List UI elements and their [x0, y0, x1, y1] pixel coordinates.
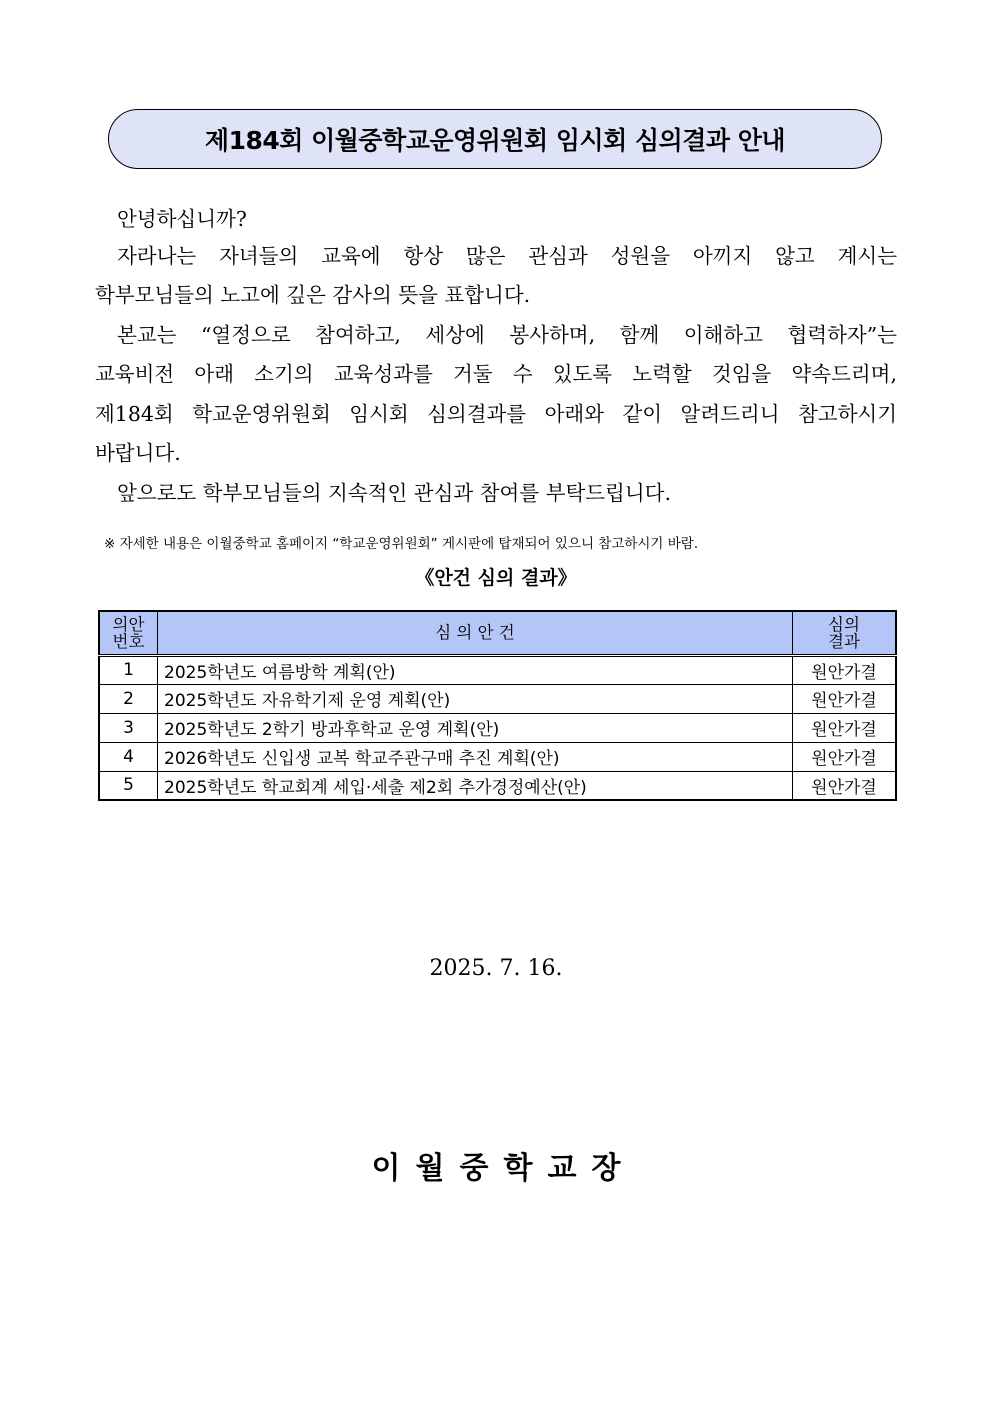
row-agenda: 2025학년도 여름방학 계획(안) — [158, 655, 793, 684]
row-result: 원안가결 — [793, 684, 897, 713]
table-row — [99, 684, 896, 713]
section-title: 《안건 심의 결과》 — [415, 567, 577, 589]
agenda-results-table — [98, 610, 897, 801]
document-title-text: 제184회 이월중학교운영위원회 임시회 심의결과 안내 — [204, 126, 786, 155]
header-result: 심의 결과 — [793, 611, 897, 655]
paragraph-1: 자라나는 자녀들의 교육에 항상 많은 관심과 성원을 아끼지 않고 계시는 — [117, 244, 897, 268]
row-agenda: 2026학년도 신입생 교복 학교주관구매 추진 계획(안) — [158, 742, 793, 771]
row-number: 1 — [99, 655, 158, 684]
row-result: 원안가결 — [793, 713, 897, 742]
paragraph-2-line2: 교육비전 아래 소기의 교육성과를 거둘 수 있도록 노력할 것임을 약속드리며, — [95, 362, 897, 386]
principal-signature: 이월중학교장 — [371, 1151, 636, 1186]
row-number: 5 — [99, 771, 158, 800]
row-agenda: 2025학년도 2학기 방과후학교 운영 계획(안) — [158, 713, 793, 742]
row-number: 4 — [99, 742, 158, 771]
paragraph-2: 본교는 “열정으로 참여하고, 세상에 봉사하며, 함께 이해하고 협력하자”는 — [117, 323, 897, 347]
paragraph-3: 앞으로도 학부모님들의 지속적인 관심과 참여를 부탁드립니다. — [117, 481, 671, 505]
row-agenda: 2025학년도 학교회계 세입·세출 제2회 추가경정예산(안) — [158, 771, 793, 800]
header-agenda-number: 의안 번호 — [99, 611, 158, 655]
table-row — [99, 771, 896, 800]
row-agenda: 2025학년도 자유학기제 운영 계획(안) — [158, 684, 793, 713]
header-agenda: 심 의 안 건 — [158, 611, 793, 655]
paragraph-2-line4: 바랍니다. — [95, 441, 181, 465]
document-title — [108, 109, 882, 169]
table-row — [99, 655, 896, 684]
table-row — [99, 713, 896, 742]
table-header-row — [99, 611, 896, 655]
row-result: 원안가결 — [793, 655, 897, 684]
table-row — [99, 742, 896, 771]
paragraph-2-line3: 제184회 학교운영위원회 임시회 심의결과를 아래와 같이 알려드리니 참고하시기 — [95, 402, 897, 426]
row-number: 3 — [99, 713, 158, 742]
document-date: 2025. 7. 16. — [429, 956, 563, 981]
row-number: 2 — [99, 684, 158, 713]
row-result: 원안가결 — [793, 742, 897, 771]
row-result: 원안가결 — [793, 771, 897, 800]
paragraph-1-cont: 학부모님들의 노고에 깊은 감사의 뜻을 표합니다. — [95, 283, 531, 307]
homepage-note: ※ 자세한 내용은 이월중학교 홈페이지 “학교운영위원회” 게시판에 탑재되어 있으니 참고하시기 바람. — [104, 536, 699, 552]
greeting: 안녕하십니까? — [117, 207, 247, 231]
